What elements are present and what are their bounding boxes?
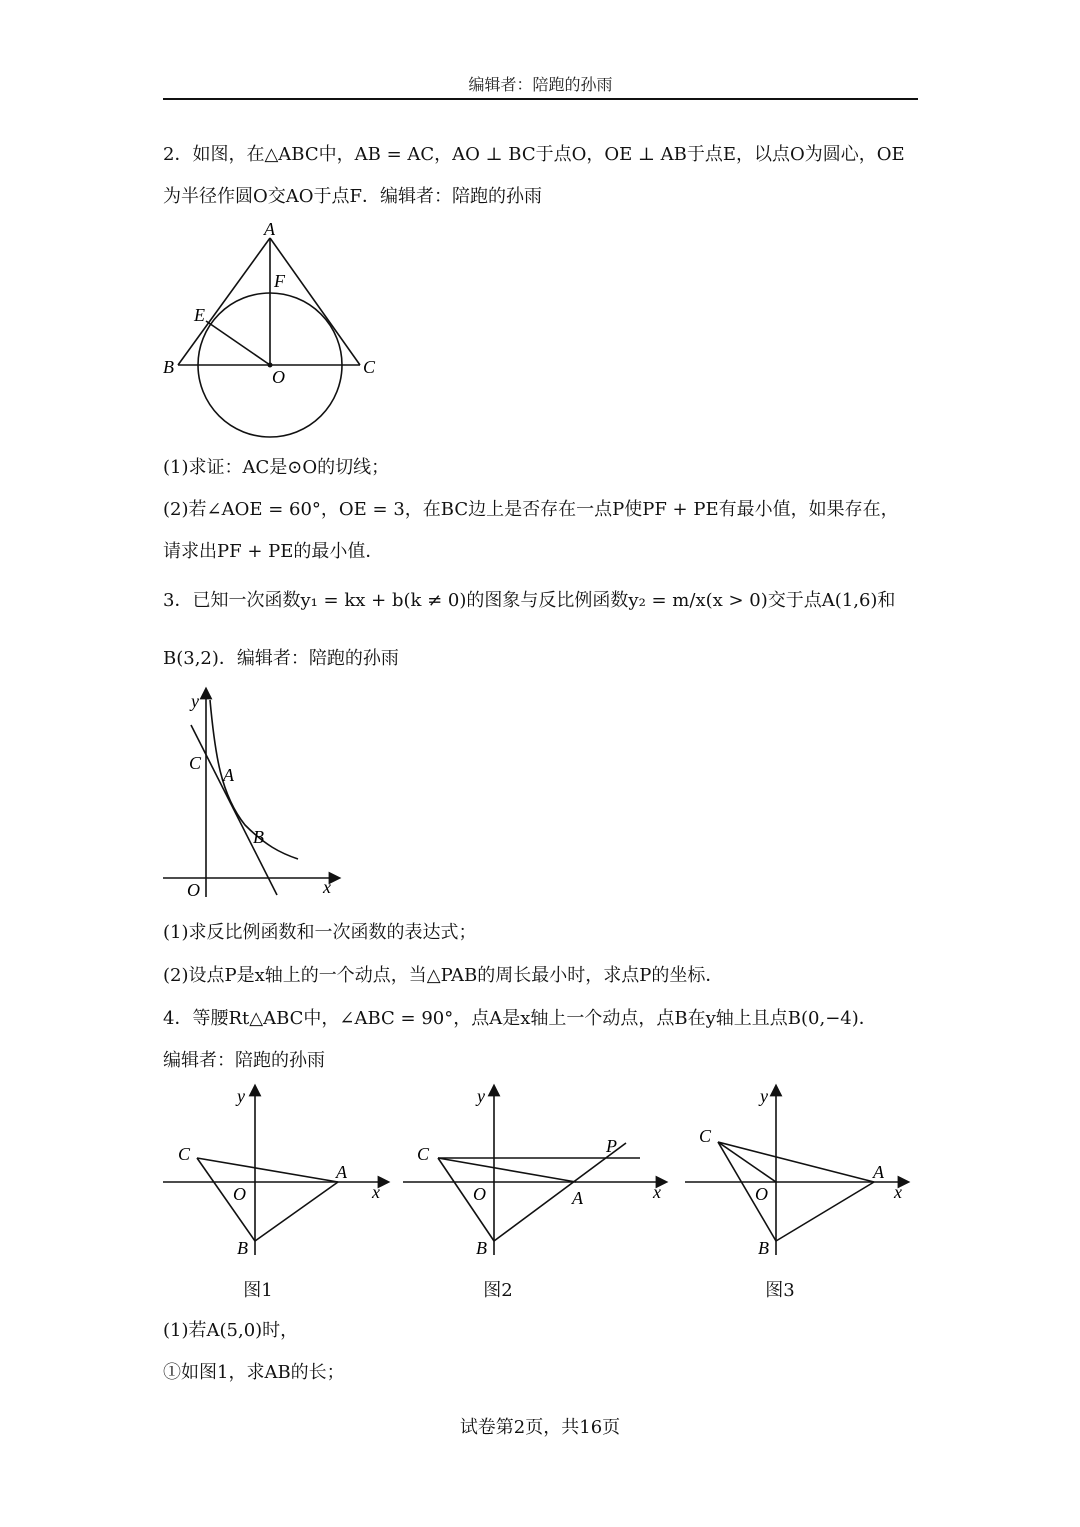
q3-statement-line2: B(3,2)．编辑者：陪跑的孙雨 — [163, 648, 399, 669]
label-e: E — [194, 305, 205, 325]
q3-statement-line1: 3．已知一次函数y₁ = kx + b(k ≠ 0)的图象与反比例函数y₂ = m/x(x > 0)交于点A(1,6)和 — [163, 590, 896, 611]
page-header: 编辑者：陪跑的孙雨 — [468, 75, 613, 94]
q2-figure-svg — [155, 215, 395, 445]
segment-ab — [178, 238, 270, 365]
figure-2-caption: 图2 — [483, 1280, 513, 1301]
label-y: y — [477, 1086, 485, 1106]
label-b: B — [237, 1238, 248, 1258]
q4-figure-2 — [400, 1080, 675, 1269]
q2-sub2-line2: 请求出PF + PE的最小值． — [163, 541, 384, 562]
label-o: O — [233, 1184, 246, 1204]
label-x: x — [894, 1182, 902, 1202]
label-b: B — [476, 1238, 487, 1258]
figure-1-caption: 图1 — [243, 1280, 273, 1301]
q3-figure — [155, 685, 355, 909]
label-b: B — [163, 357, 174, 377]
label-b: B — [758, 1238, 769, 1258]
segment-ba — [776, 1182, 874, 1241]
label-o: O — [187, 880, 200, 900]
label-y: y — [760, 1086, 768, 1106]
label-c: C — [189, 753, 202, 773]
label-o: O — [272, 367, 285, 387]
label-b: B — [253, 827, 264, 847]
label-a: A — [873, 1162, 884, 1182]
header-rule — [163, 98, 918, 100]
q4-sub1a: ①如图1，求AB的长； — [163, 1362, 345, 1383]
q4-figure-3-svg — [682, 1080, 917, 1265]
segment-ac — [270, 238, 360, 365]
label-c: C — [417, 1144, 430, 1164]
q4-figure-1 — [160, 1080, 395, 1269]
q2-sub1: (1)求证：AC是⊙O的切线； — [163, 457, 390, 478]
q3-figure-svg — [155, 685, 355, 905]
label-c: C — [178, 1144, 191, 1164]
label-o: O — [755, 1184, 768, 1204]
label-x: x — [372, 1182, 380, 1202]
segment-ba — [255, 1182, 338, 1241]
label-a: A — [572, 1188, 583, 1208]
label-x: x — [653, 1182, 661, 1202]
segment-oe — [206, 321, 270, 365]
segment-ca — [438, 1158, 576, 1182]
segment-cb — [197, 1158, 255, 1241]
segment-ca — [718, 1142, 874, 1182]
label-c: C — [699, 1126, 712, 1146]
label-p: P — [606, 1136, 617, 1156]
label-f: F — [274, 271, 285, 291]
q2-sub2-line1: (2)若∠AOE = 60°，OE = 3，在BC边上是否存在一点P使PF + PE有最小值，如果存在， — [163, 499, 899, 520]
label-y: y — [191, 691, 199, 711]
q4-sub1: (1)若A(5,0)时， — [163, 1320, 299, 1341]
label-a: A — [223, 765, 234, 785]
page-footer: 试卷第2页，共16页 — [459, 1417, 621, 1438]
segment-ca — [197, 1158, 338, 1182]
q3-sub1: (1)求反比例函数和一次函数的表达式； — [163, 922, 477, 943]
q4-figure-3 — [682, 1080, 917, 1269]
label-x: x — [323, 877, 331, 897]
segment-co — [718, 1142, 776, 1182]
q4-figure-2-svg — [400, 1080, 675, 1265]
label-a: A — [264, 219, 275, 239]
q4-statement-line1: 4．等腰Rt△ABC中，∠ABC = 90°，点A是x轴上一个动点，点B在y轴上且点B(0,−4)． — [163, 1008, 877, 1029]
q4-figure-1-svg — [160, 1080, 395, 1265]
figure-3-caption: 图3 — [765, 1280, 795, 1301]
q4-statement-line2: 编辑者：陪跑的孙雨 — [163, 1050, 325, 1071]
line-y1 — [191, 725, 277, 895]
label-o: O — [473, 1184, 486, 1204]
q2-statement-line2: 为半径作圆O交AO于点F．编辑者：陪跑的孙雨 — [163, 186, 543, 207]
q2-statement-line1: 2．如图，在△ABC中，AB = AC，AO ⊥ BC于点O，OE ⊥ AB于点E，以点O为圆心，OE — [163, 144, 905, 165]
label-y: y — [237, 1086, 245, 1106]
q2-figure — [155, 215, 395, 449]
q3-sub2: (2)设点P是x轴上的一个动点，当△PAB的周长最小时，求点P的坐标． — [163, 965, 724, 986]
label-c: C — [363, 357, 376, 377]
label-a: A — [336, 1162, 347, 1182]
